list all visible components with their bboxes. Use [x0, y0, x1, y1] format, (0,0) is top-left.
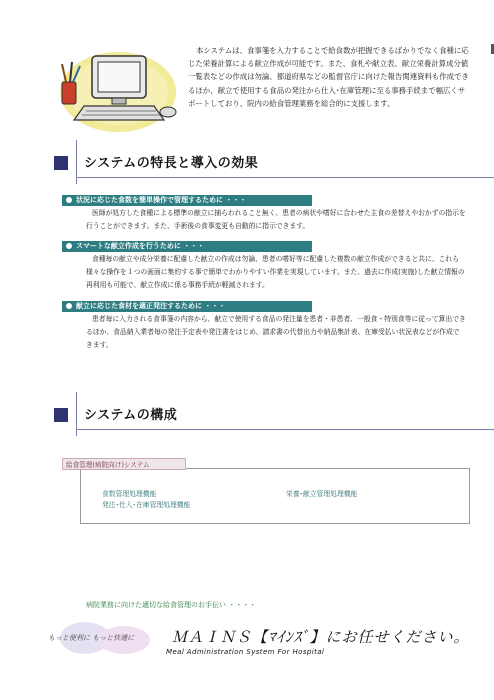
system-config-label: 給食管理(病院向け)システム [62, 458, 186, 470]
feature-body [86, 313, 466, 352]
tagline: 病院業務に向けた適切な給食管理のお手伝い ・・・・ [86, 601, 257, 609]
feature-body [86, 207, 466, 233]
bullet-icon [66, 197, 72, 203]
section-header-config [36, 398, 486, 438]
feature-body-text: 医師が処方した食種による標準の献立に捕らわれること無く、患者の病状や嗜好に合わせた主食の差替えやおかずの指示を行うことができます。また、手術後の食事変更も自動的に指示できます。 [86, 209, 466, 230]
section-title: システムの構成 [84, 408, 178, 423]
feature-body-text: 患者毎に入力される食事箋の内容から、献立で使用する食品の発注量を患者・非患者、一般食・特別食等に従って算出できるほか、食品納入業者毎の発注予定表や発注書をはじめ、請求書の代替出力や納品集計表、在庫受払い状況表などが作成できます。 [86, 315, 466, 349]
section-square-icon [54, 156, 68, 170]
config-item-nutrition-menu: 栄養･献立管理処理機能 [286, 490, 358, 498]
config-item-meal-count: 食数管理処理機能 [102, 490, 157, 498]
feature-heading: スマートな献立作成を行うために ・・・ [76, 242, 205, 250]
footer-subtitle: Meal Administration System For Hospital [166, 648, 325, 656]
feature-heading-bar [62, 301, 312, 312]
intro-paragraph: 本システムは、食事箋を入力することで給食数が把握できるばかりでなく食種に応じた栄養計算による献立作成が可能です。また、食札や献立表、献立栄養計算成分値一覧表などの作成は勿論、都道府県などの監督官庁に向けた報告関連資料も作成できるほか、献立で使用する食品の発注から仕入･在庫管理に至る事務手続まで幅広くサポートしており、院内の給食管理業務を総合的に支援します。 [188, 46, 469, 108]
feature-heading: 献立に応じた食材を適正発注するために ・・・ [76, 302, 226, 310]
bullet-icon [66, 243, 72, 249]
section-square-icon [54, 408, 68, 422]
section-divider-horizontal [76, 177, 494, 178]
feature-body-text: 食種毎の献立や成分栄養に配慮した献立の作成は勿論、患者の嗜好等に配慮した複数の献立作成ができると共に、これら様々な操作を１つの画面に集約する事で簡単でわかりやすい作業を実現しています。また、過去に作成(実施)した献立情報の再利用も可能で、献立作成に係る事務手続が軽減されます。 [86, 255, 465, 289]
config-item-ordering: 発注･仕入･在庫管理処理機能 [102, 501, 191, 509]
section-header-features [36, 146, 486, 186]
section-divider-horizontal [76, 429, 494, 430]
footer-slogan: もっと便利に もっと快適に [48, 634, 135, 642]
computer-illustration [56, 42, 186, 134]
feature-body [86, 253, 466, 292]
feature-heading-bar [62, 195, 312, 206]
bullet-icon [66, 303, 72, 309]
feature-heading: 状況に応じた食数を簡単操作で管理するために ・・・ [76, 196, 247, 204]
feature-heading-bar [62, 241, 312, 252]
section-title: システムの特長と導入の効果 [84, 156, 259, 171]
footer-brand: ＭＡＩＮＳ【ﾏｲﾝｽﾞ】にお任せください。 [172, 628, 470, 646]
